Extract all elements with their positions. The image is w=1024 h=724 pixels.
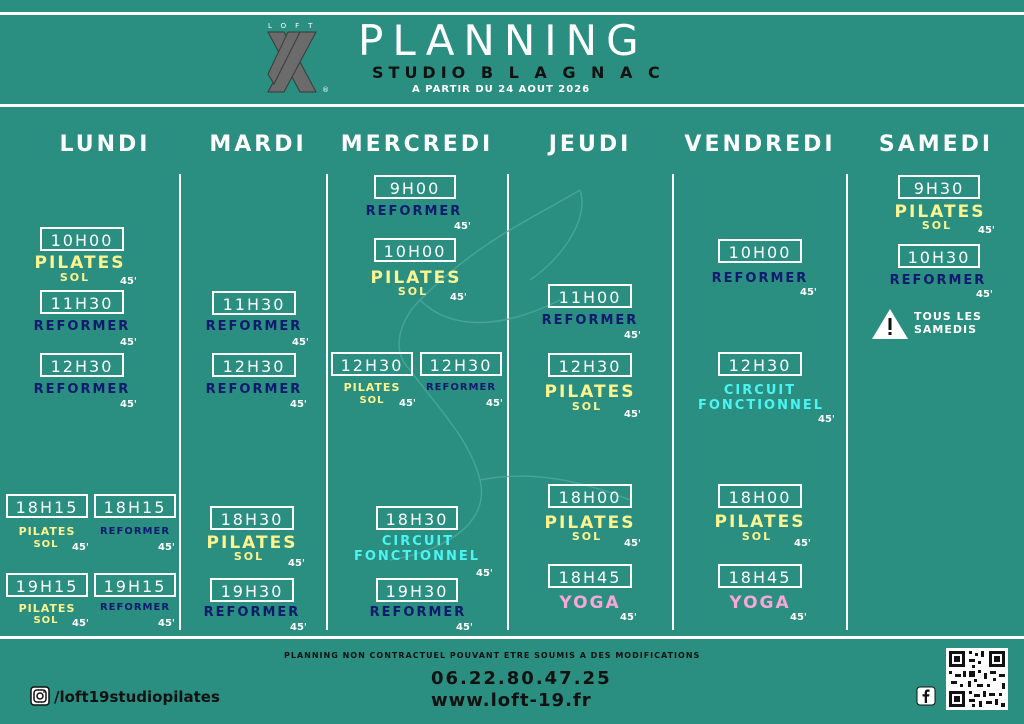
class-name: REFORMER [541,313,639,328]
website-link[interactable]: www.loft-19.fr [431,690,592,711]
instagram-icon[interactable] [30,686,50,706]
class-subname: SOL [59,271,91,284]
slot-time: 12H30 [212,353,296,377]
class-name: PILATES [894,202,986,222]
slot-time: 12H30 [331,352,413,376]
slot-time: 19H30 [210,578,294,602]
phone-number[interactable]: 06.22.80.47.25 [431,668,612,689]
class-duration: 45' [620,612,637,623]
loft19-logo-icon [252,22,332,96]
class-duration: 45' [476,568,493,579]
class-duration: 45' [800,287,817,298]
class-name: REFORMER [711,271,809,286]
class-name: REFORMER [99,526,171,537]
column-divider-2 [326,174,328,630]
slot-time: 19H15 [6,573,88,597]
class-name: REFORMER [365,204,463,219]
day-header-mercredi: MERCREDI [340,132,494,157]
top-rule [0,12,1024,15]
day-header-mardi: MARDI [209,132,307,157]
class-duration: 45' [290,399,307,410]
saturday-note-line-2: SAMEDIS [914,323,978,337]
slot-time: 19H15 [94,573,176,597]
slot-time: 10H00 [374,238,456,262]
slot-time: 18H30 [210,506,294,530]
class-subname: SOL [921,219,953,232]
class-duration: 45' [292,337,309,348]
slot-time: 12H30 [718,352,802,376]
class-duration: 45' [790,612,807,623]
class-duration: 45' [120,276,137,287]
class-subname: FONCTIONNEL [353,549,481,564]
class-name: REFORMER [205,382,303,397]
class-name: PILATES [18,602,76,615]
class-name: PILATES [18,525,76,538]
qr-code-icon[interactable] [946,648,1008,710]
slot-time: 10H30 [898,244,980,268]
warning-icon [871,308,909,340]
class-duration: 45' [624,330,641,341]
disclaimer-notice: PLANNING NON CONTRACTUEL POUVANT ETRE SOUMIS A DES MODIFICATIONS [284,651,701,660]
column-divider-1 [179,174,181,630]
class-duration: 45' [290,622,307,633]
instagram-handle[interactable]: /loft19studiopilates [54,688,220,706]
class-name: REFORMER [889,273,987,288]
class-subname: SOL [397,285,429,298]
class-name: YOGA [559,593,621,613]
class-duration: 45' [624,538,641,549]
class-duration: 45' [976,289,993,300]
slot-time: 18H15 [94,494,176,518]
day-header-vendredi: VENDREDI [684,132,836,157]
class-subname: SOL [359,395,385,406]
slot-time: 10H00 [718,239,802,263]
class-name: PILATES [34,253,126,273]
class-duration: 45' [72,542,89,553]
class-subname: SOL [33,539,59,550]
class-name: PILATES [714,512,806,532]
header-rule [0,104,1024,107]
slot-time: 18H45 [718,564,802,588]
class-name: PILATES [370,268,462,288]
slot-time: 10H00 [40,227,124,251]
slot-time: 11H30 [212,291,296,315]
class-subname: SOL [741,530,773,543]
page-title: PLANNING [358,16,648,65]
class-name: REFORMER [369,605,467,620]
slot-time: 18H00 [718,484,802,508]
logo-registered-mark: ® [322,86,329,94]
class-duration: 45' [624,409,641,420]
slot-time: 18H15 [6,494,88,518]
page-subtitle: STUDIO B L A G N A C [372,63,665,82]
class-duration: 45' [399,398,416,409]
class-duration: 45' [486,398,503,409]
column-divider-5 [846,174,848,630]
class-duration: 45' [120,337,137,348]
slot-time: 12H30 [420,352,502,376]
saturday-note [914,310,982,336]
class-duration: 45' [456,622,473,633]
class-name: REFORMER [33,319,131,334]
slot-time: 12H30 [548,353,632,377]
facebook-icon[interactable] [916,686,936,706]
class-name: PILATES [343,381,401,394]
slot-time: 18H00 [548,484,632,508]
class-name: REFORMER [425,382,497,393]
slot-time: 18H30 [376,506,458,530]
class-subname: SOL [233,550,265,563]
day-header-jeudi: JEUDI [548,132,632,157]
class-duration: 45' [120,399,137,410]
day-header-samedi: SAMEDI [878,132,994,157]
class-subname: SOL [33,615,59,626]
slot-time: 11H30 [40,290,124,314]
slot-time: 19H30 [376,578,458,602]
class-duration: 45' [794,538,811,549]
logo-word: LOFT [268,22,322,30]
class-name: REFORMER [203,605,301,620]
class-subname: FONCTIONNEL [697,398,825,413]
saturday-note-line-1: TOUS LES [914,310,982,323]
day-header-lundi: LUNDI [59,132,151,157]
slot-time: 18H45 [548,564,632,588]
start-date: A PARTIR DU 24 AOUT 2026 [412,84,591,95]
class-name: REFORMER [205,319,303,334]
class-duration: 45' [288,558,305,569]
class-name: CIRCUIT [381,534,455,549]
class-duration: 45' [72,618,89,629]
class-name: REFORMER [99,602,171,613]
slot-time: 12H30 [40,353,124,377]
class-name: YOGA [729,593,791,613]
slot-time: 11H00 [548,284,632,308]
class-duration: 45' [158,618,175,629]
class-duration: 45' [818,414,835,425]
class-duration: 45' [450,292,467,303]
class-subname: SOL [571,530,603,543]
slot-time: 9H00 [374,175,456,199]
slot-time: 9H30 [898,175,980,199]
footer-rule [0,636,1024,639]
class-name: PILATES [206,533,298,553]
class-subname: SOL [571,400,603,413]
class-name: REFORMER [33,382,131,397]
class-duration: 45' [978,225,995,236]
class-name: PILATES [544,513,636,533]
class-duration: 45' [454,221,471,232]
class-name: CIRCUIT [723,383,797,398]
class-duration: 45' [158,542,175,553]
class-name: PILATES [544,382,636,402]
